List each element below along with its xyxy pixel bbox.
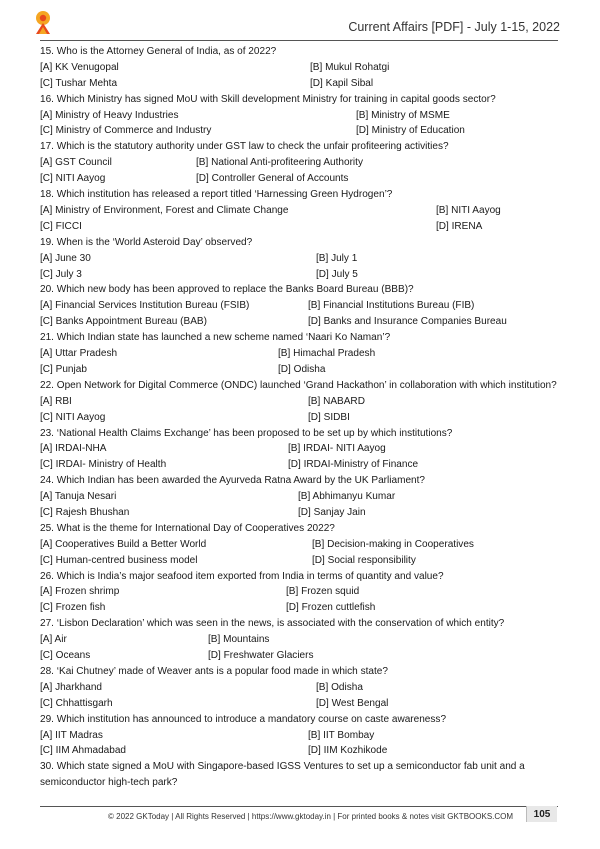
answer-option: [A] Air xyxy=(40,634,67,646)
option-row xyxy=(40,537,558,553)
answer-option: [B] Abhimanyu Kumar xyxy=(298,491,396,503)
option-row xyxy=(40,457,558,473)
option-row xyxy=(40,648,558,664)
answer-option: [C] FICCI xyxy=(40,220,82,232)
option-row xyxy=(40,108,558,124)
option-row xyxy=(40,298,558,314)
answer-option: [A] Financial Services Institution Bureau (FSIB) xyxy=(40,300,250,312)
question-text: 21. Which Indian state has launched a new scheme named ‘Naari Ko Naman’? xyxy=(40,332,391,344)
answer-option: [C] July 3 xyxy=(40,268,82,280)
answer-option: [D] Social responsibility xyxy=(312,554,416,566)
option-row xyxy=(40,267,558,283)
answer-option: [A] Frozen shrimp xyxy=(40,586,120,598)
answer-option: [C] IIM Ahmadabad xyxy=(40,745,127,757)
option-row xyxy=(40,76,558,92)
answer-option: [C] Banks Appointment Bureau (BAB) xyxy=(40,316,207,328)
answer-option: [A] Cooperatives Build a Better World xyxy=(40,538,207,550)
answer-option: [B] July 1 xyxy=(316,252,358,264)
gktoday-logo-icon xyxy=(30,8,56,36)
option-row xyxy=(40,203,558,219)
answer-option: [B] Mountains xyxy=(208,634,270,646)
question-text: 24. Which Indian has been awarded the Ayurveda Ratna Award by the UK Parliament? xyxy=(40,475,425,487)
answer-option: [C] NITI Aayog xyxy=(40,411,106,423)
question-text: 30. Which state signed a MoU with Singapore-based IGSS Ventures to set up a semiconductor fab unit and a semiconductor high-tech park? xyxy=(40,761,525,789)
answer-option: [A] Ministry of Heavy Industries xyxy=(40,109,179,121)
option-row xyxy=(40,680,558,696)
question-text: 28. ‘Kai Chutney’ made of Weaver ants is a popular food made in which state? xyxy=(40,665,388,677)
option-row xyxy=(40,155,558,171)
answer-option: [D] Banks and Insurance Companies Bureau xyxy=(308,316,507,328)
question-text: 22. Open Network for Digital Commerce (ONDC) launched ‘Grand Hackathon’ in collaboration with which institution? xyxy=(40,379,557,391)
question-text: 27. ‘Lisbon Declaration’ which was seen in the news, is associated with the conservation of which entity? xyxy=(40,618,505,630)
option-row xyxy=(40,123,558,139)
answer-option: [D] IRENA xyxy=(436,220,483,232)
option-row xyxy=(40,441,558,457)
answer-option: [C] Ministry of Commerce and Industry xyxy=(40,125,212,137)
answer-option: [D] Ministry of Education xyxy=(356,125,465,137)
option-row xyxy=(40,600,558,616)
answer-option: [C] Tushar Mehta xyxy=(40,77,118,89)
answer-option: [B] NITI Aayog xyxy=(436,204,501,216)
option-row xyxy=(40,696,558,712)
answer-option: [D] SIDBI xyxy=(308,411,350,423)
option-row xyxy=(40,60,558,76)
question-text: 15. Who is the Attorney General of India, as of 2022? xyxy=(40,46,277,57)
question-text: 25. What is the theme for International Day of Cooperatives 2022? xyxy=(40,522,335,534)
answer-option: [B] Himachal Pradesh xyxy=(278,348,376,360)
answer-option: [D] IRDAI-Ministry of Finance xyxy=(288,459,419,471)
question-text: 19. When is the ‘World Asteroid Day’ observed? xyxy=(40,236,253,248)
answer-option: [D] July 5 xyxy=(316,268,358,280)
option-row xyxy=(40,489,558,505)
answer-option: [C] Human-centred business model xyxy=(40,554,198,566)
question-text: 29. Which institution has announced to introduce a mandatory course on caste awareness? xyxy=(40,713,447,725)
answer-option: [C] Rajesh Bhushan xyxy=(40,506,130,518)
question-text: 26. Which is India’s major seafood item exported from India in terms of quantity and value? xyxy=(40,570,444,582)
answer-option: [A] IRDAI-NHA xyxy=(40,443,107,455)
answer-option: [D] Kapil Sibal xyxy=(310,77,374,89)
option-row xyxy=(40,362,558,378)
answer-option: [C] Oceans xyxy=(40,650,91,662)
answer-option: [A] June 30 xyxy=(40,252,91,264)
answer-option: [D] West Bengal xyxy=(316,697,389,709)
answer-option: [C] Chhattisgarh xyxy=(40,697,113,709)
option-row xyxy=(40,632,558,648)
question-list xyxy=(40,44,558,791)
option-row xyxy=(40,410,558,426)
question-text: 23. ‘National Health Claims Exchange’ has been proposed to be set up by which institutions? xyxy=(40,427,453,439)
page-number: 105 xyxy=(526,806,557,822)
answer-option: [A] Tanuja Nesari xyxy=(40,491,117,503)
question-text: 18. Which institution has released a report titled ‘Harnessing Green Hydrogen’? xyxy=(40,189,393,201)
answer-option: [B] Mukul Rohatgi xyxy=(310,61,390,73)
header-divider xyxy=(40,40,558,41)
option-row xyxy=(40,584,558,600)
answer-option: [D] Sanjay Jain xyxy=(298,506,366,518)
page-header-title: Current Affairs [PDF] - July 1-15, 2022 xyxy=(348,20,560,34)
option-row xyxy=(40,346,558,362)
option-row xyxy=(40,314,558,330)
answer-option: [D] Odisha xyxy=(278,363,326,375)
answer-option: [C] Frozen fish xyxy=(40,602,106,614)
answer-option: [D] Controller General of Accounts xyxy=(196,173,349,185)
option-row xyxy=(40,553,558,569)
option-row xyxy=(40,728,558,744)
answer-option: [D] IIM Kozhikode xyxy=(308,745,388,757)
answer-option: [A] GST Council xyxy=(40,157,112,169)
answer-option: [B] National Anti-profiteering Authority xyxy=(196,157,363,169)
answer-option: [A] Uttar Pradesh xyxy=(40,348,118,360)
question-text: 20. Which new body has been approved to replace the Banks Board Bureau (BBB)? xyxy=(40,284,414,296)
answer-option: [D] Freshwater Glaciers xyxy=(208,650,314,662)
answer-option: [D] Frozen cuttlefish xyxy=(286,602,376,614)
answer-option: [B] Odisha xyxy=(316,681,363,693)
question-text: 16. Which Ministry has signed MoU with Skill development Ministry for training in capital goods sector? xyxy=(40,93,496,105)
answer-option: [C] Punjab xyxy=(40,363,87,375)
option-row xyxy=(40,171,558,187)
answer-option: [B] NABARD xyxy=(308,395,365,407)
answer-option: [A] Jharkhand xyxy=(40,681,102,693)
answer-option: [B] Frozen squid xyxy=(286,586,360,598)
answer-option: [B] Ministry of MSME xyxy=(356,109,450,121)
option-row xyxy=(40,505,558,521)
answer-option: [B] Financial Institutions Bureau (FIB) xyxy=(308,300,475,312)
option-row xyxy=(40,394,558,410)
footer-divider xyxy=(40,806,558,807)
answer-option: [A] RBI xyxy=(40,395,72,407)
option-row xyxy=(40,219,558,235)
answer-option: [C] NITI Aayog xyxy=(40,173,106,185)
answer-option: [C] IRDAI- Ministry of Health xyxy=(40,459,167,471)
option-row xyxy=(40,743,558,759)
answer-option: [A] KK Venugopal xyxy=(40,61,119,73)
answer-option: [B] IIT Bombay xyxy=(308,729,375,741)
option-row xyxy=(40,251,558,267)
answer-option: [A] Ministry of Environment, Forest and Climate Change xyxy=(40,204,289,216)
answer-option: [B] Decision-making in Cooperatives xyxy=(312,538,474,550)
answer-option: [A] IIT Madras xyxy=(40,729,103,741)
answer-option: [B] IRDAI- NITI Aayog xyxy=(288,443,386,455)
footer-text: © 2022 GKToday | All Rights Reserved | https://www.gktoday.in | For printed books & notes visit GKTBOOKS.COM xyxy=(108,812,514,821)
question-text: 17. Which is the statutory authority under GST law to check the unfair profiteering activities? xyxy=(40,141,449,153)
